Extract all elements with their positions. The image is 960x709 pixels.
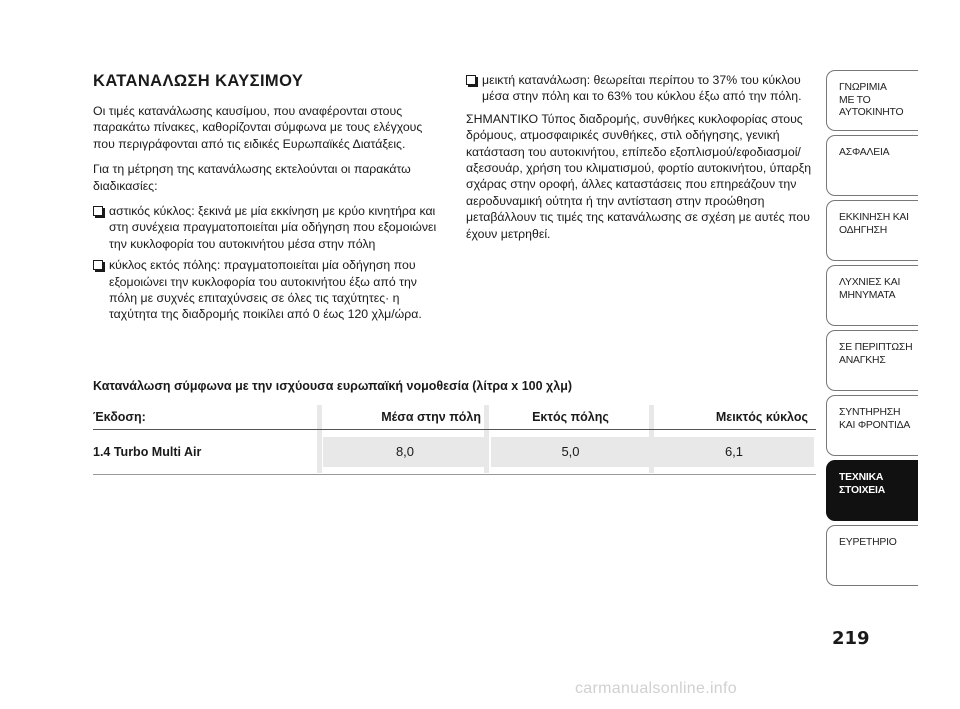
- tab-warning-lights[interactable]: ΛΥΧΝΙΕΣ ΚΑΙ ΜΗΝΥΜΑΤΑ: [826, 265, 918, 326]
- checkbox-bullet-icon: [93, 206, 103, 216]
- table-title: Κατανάλωση σύμφωνα με την ισχύουσα ευρωπαϊκή νομοθεσία (λίτρα x 100 χλμ): [93, 379, 573, 393]
- consumption-table: [93, 405, 816, 475]
- header-extra-urban: Εκτός πόλης: [532, 410, 609, 424]
- important-note: ΣΗΜΑΝΤΙΚΟ Τύπος διαδρομής, συνθήκες κυκλοφορίας στους δρόμους, ατμοσφαιρικές συνθήκες, στιλ οδήγησης, γενική κατάσταση του αυτοκινήτου, επίπεδο εξοπλισμού/εφοδιασμοί/αξεσουάρ, χρήση του κλιματισμού, φορτίο αυτοκινήτου, ύπαρξη σχάρας στην οροφή, άλλες καταστάσεις που επηρεάζουν την αεροδυναμική ούτητα ή την αντίσταση στην προώθηση μεταβάλλουν τις τιμές της κατανάλωσης σε σχέση με αυτές που έχουν μετρηθεί.: [466, 111, 812, 241]
- list-item: αστικός κύκλος: ξεκινά με μία εκκίνηση με κρύο κινητήρα και στη συνέχεια πραγματοποιείται μία οδήγηση που εξομοιώνει την κυκλοφορία του αυτοκινήτου μέσα στην πόλη: [93, 203, 445, 252]
- procedure-list: [93, 203, 445, 323]
- section-tabs: [826, 70, 918, 590]
- header-version: Έκδοση:: [93, 410, 146, 424]
- version-cell: 1.4 Turbo Multi Air: [93, 445, 202, 459]
- page-title: ΚΑΤΑΝΑΛΩΣΗ ΚΑΥΣΙΜΟΥ: [93, 72, 304, 90]
- tab-emergency[interactable]: ΣΕ ΠΕΡΙΠΤΩΣΗ ΑΝΑΓΚΗΣ: [826, 330, 918, 391]
- list-item: κύκλος εκτός πόλης: πραγματοποιείται μία οδήγηση που εξομοιώνει την κυκλοφορία του αυτοκινήτου έξω από την πόλη με συχνές επιταχύνσεις σε όλες τις ταχύτητες· η ταχύτητα της διαδρομής ποικίλει από 0 έως 120 χλμ/ώρα.: [93, 257, 445, 323]
- table-row: [93, 430, 816, 475]
- tab-getting-to-know[interactable]: ΓΝΩΡΙΜΙΑ ΜΕ ΤΟ ΑΥΤΟΚΙΝΗΤΟ: [826, 70, 918, 131]
- tab-maintenance[interactable]: ΣΥΝΤΗΡΗΣΗ ΚΑΙ ΦΡΟΝΤΙΔΑ: [826, 395, 918, 456]
- combined-value: 6,1: [654, 437, 814, 467]
- tab-starting-driving[interactable]: ΕΚΚΙΝΗΣΗ ΚΑΙ ΟΔΗΓΗΣΗ: [826, 200, 918, 261]
- intro-paragraph: Οι τιμές κατανάλωσης καυσίμου, που αναφέρονται στους παρακάτω πίνακες, καθορίζονται σύμφωνα με τους ελέγχους που περιγράφονται από τις ειδικές Ευρωπαϊκές Διατάξεις.: [93, 104, 423, 151]
- header-combined: Μεικτός κύκλος: [715, 410, 808, 424]
- tab-technical-data[interactable]: ΤΕΧΝΙΚΑ ΣΤΟΙΧΕΙΑ: [826, 460, 918, 521]
- checkbox-bullet-icon: [466, 75, 476, 85]
- header-urban: Μέσα στην πόλη: [381, 410, 481, 424]
- tab-safety[interactable]: ΑΣΦΑΛΕΙΑ: [826, 135, 918, 196]
- table-header-row: [93, 405, 816, 430]
- tab-index[interactable]: ΕΥΡΕΤΗΡΙΟ: [826, 525, 918, 586]
- urban-value: 8,0: [323, 437, 487, 467]
- checkbox-bullet-icon: [93, 260, 103, 270]
- left-column: [93, 72, 445, 329]
- procedure-list-continued: [466, 72, 818, 105]
- page-number: 219: [832, 628, 870, 649]
- procedures-intro: Για τη μέτρηση της κατανάλωσης εκτελούνται οι παρακάτω διαδικασίες:: [93, 162, 411, 193]
- right-column: [466, 72, 818, 251]
- list-item: μεικτή κατανάλωση: θεωρείται περίπου το 37% του κύκλου μέσα στην πόλη και το 63% του κύκλου έξω από την πόλη.: [466, 72, 818, 105]
- watermark: carmanualsonline.info: [575, 680, 737, 697]
- extra-urban-value: 5,0: [491, 437, 650, 467]
